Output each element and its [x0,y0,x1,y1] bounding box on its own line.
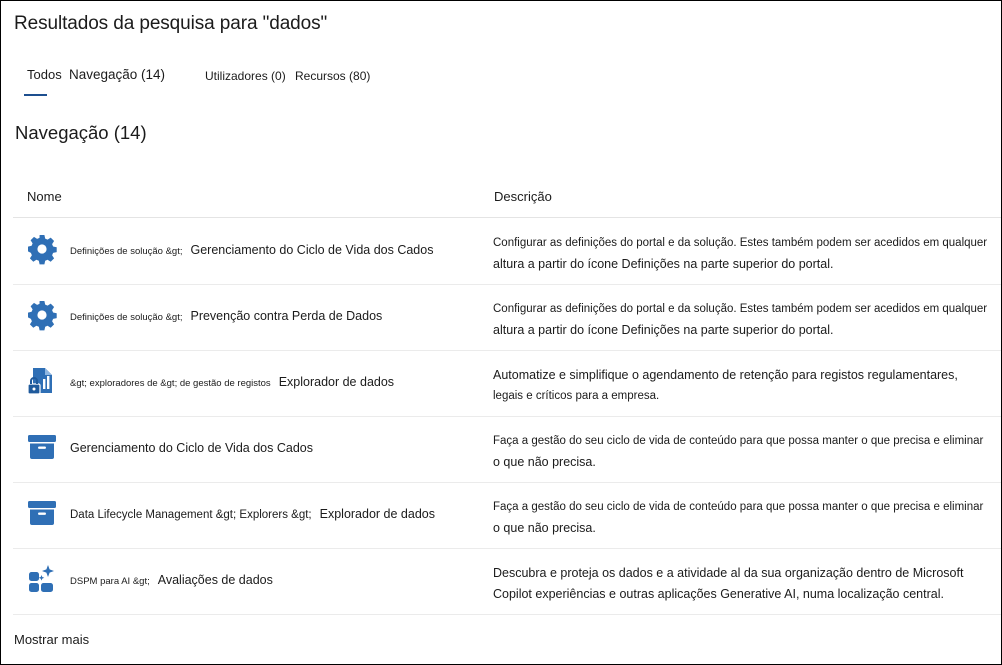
result-row[interactable] [13,417,1001,483]
result-title[interactable]: Gerenciamento do Ciclo de Vida dos Cados [70,441,313,455]
archive-box-icon [26,431,58,463]
result-title[interactable]: Gerenciamento do Ciclo de Vida dos Cados [190,243,434,257]
dspm-sparkle-icon [26,563,58,595]
result-breadcrumb: &gt; exploradores de &gt; de gestão de registos [70,378,271,389]
records-lock-icon [26,365,58,397]
description-line: Descubra e proteja os dados e a atividade al da sua organização dentro de Microsoft [493,566,964,580]
tab-navegacao[interactable]: Navegação (14) [69,67,166,82]
result-breadcrumb: Definições de solução &gt; [70,312,183,323]
result-description [493,497,993,539]
tab-bar [1,61,1001,101]
row-divider [13,614,1001,615]
description-line: Copilot experiências e outras aplicações Generative AI, numa localização central. [493,587,944,601]
result-title[interactable]: Explorador de dados [278,375,395,389]
section-title: Navegação (14) [15,122,147,143]
result-row[interactable] [13,483,1001,549]
result-description [493,431,993,473]
column-header-name: Nome [27,189,62,204]
result-description [493,299,993,341]
result-description [493,233,993,275]
tab-recursos[interactable]: Recursos (80) [295,69,371,83]
result-name [70,375,394,389]
description-line: Automatize e simplifique o agendamento de retenção para registos regulamentares, [493,368,958,382]
result-name [70,243,433,257]
result-name [70,309,382,323]
active-tab-indicator [24,94,47,96]
page-title: Resultados da pesquisa para "dados" [14,13,328,34]
description-line: Faça a gestão do seu ciclo de vida de conteúdo para que possa manter o que precisa e eliminar [493,435,984,447]
description-line: altura a partir do ícone Definições na parte superior do portal. [493,257,834,271]
result-title[interactable]: Prevenção contra Perda de Dados [190,309,383,323]
archive-box-icon [26,497,58,529]
description-line: o que não precisa. [493,521,596,535]
header-divider [13,217,1001,218]
description-line: altura a partir do ícone Definições na parte superior do portal. [493,323,834,337]
description-line: Configurar as definições do portal e da solução. Estes também podem ser acedidos em qualquer [493,303,988,315]
result-name [70,507,435,521]
result-title[interactable]: Avaliações de dados [157,573,273,587]
gear-icon [26,233,58,265]
gear-icon [26,299,58,331]
result-name [70,573,273,587]
result-breadcrumb: Definições de solução &gt; [70,246,183,257]
result-row[interactable] [13,351,1001,417]
description-line: o que não precisa. [493,455,596,469]
description-line: Configurar as definições do portal e da solução. Estes também podem ser acedidos em qualquer [493,237,988,249]
result-description [493,563,993,605]
description-line: Faça a gestão do seu ciclo de vida de conteúdo para que possa manter o que precisa e eliminar [493,501,984,513]
result-row[interactable] [13,549,1001,615]
tab-utilizadores[interactable]: Utilizadores (0) [205,69,286,83]
result-breadcrumb: DSPM para AI &gt; [70,576,150,587]
description-line: legais e críticos para a empresa. [493,390,660,402]
result-row[interactable] [13,219,1001,285]
result-title[interactable]: Explorador de dados [319,507,435,521]
result-row[interactable] [13,285,1001,351]
column-header-description: Descrição [494,189,552,204]
tab-todos[interactable]: Todos [27,67,62,82]
show-more-link[interactable]: Mostrar mais [14,632,90,647]
result-name [70,441,313,455]
result-breadcrumb: Data Lifecycle Management &gt; Explorers &gt; [70,509,312,521]
result-description [493,365,993,407]
